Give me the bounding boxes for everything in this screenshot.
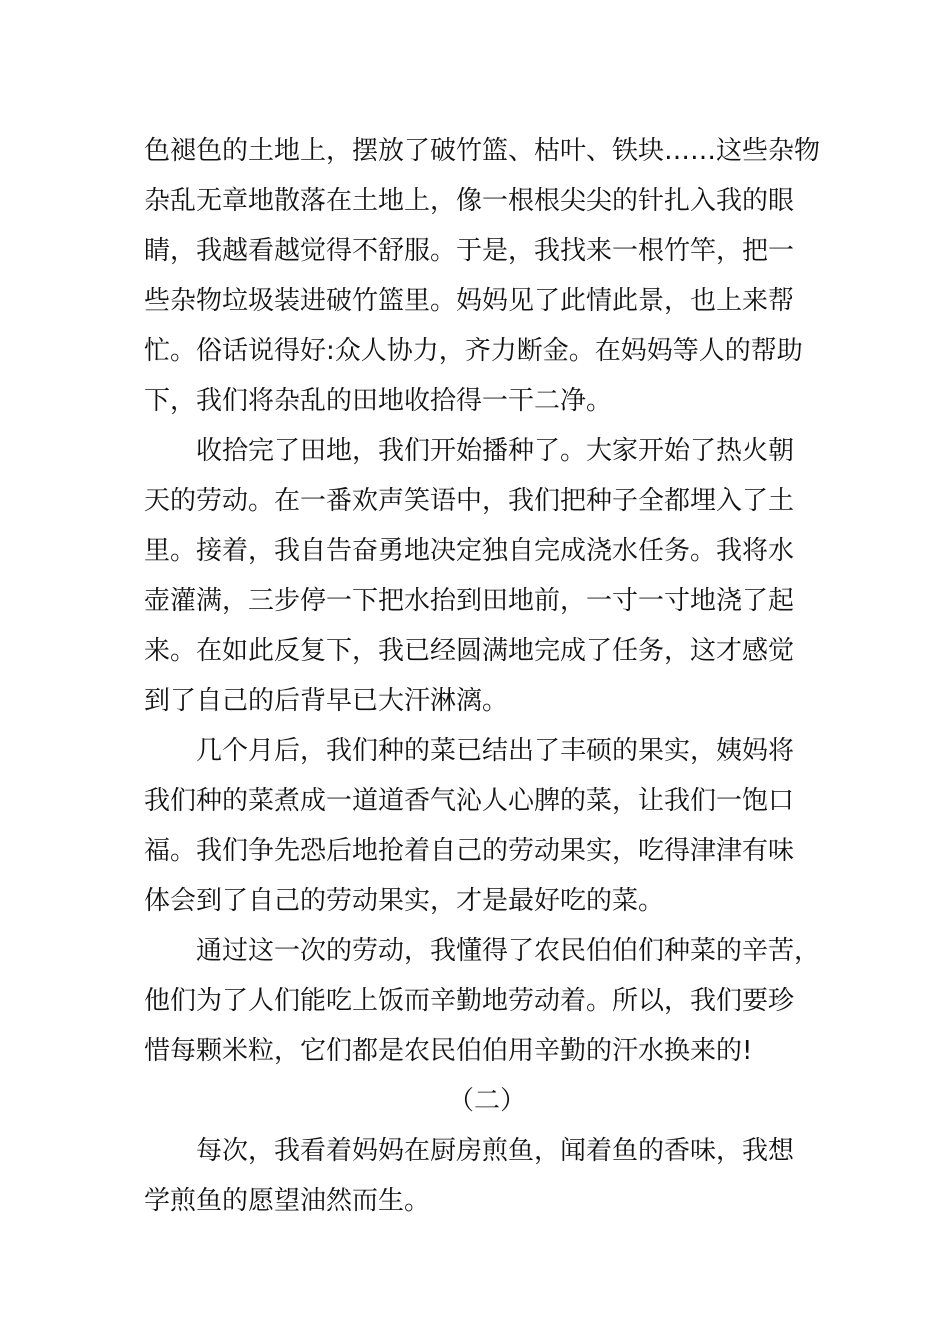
text-line-15: 福。我们争先恐后地抢着自己的劳动果实，吃得津津有味 <box>144 836 795 866</box>
text-line-7: 收拾完了田地，我们开始播种了。大家开始了热火朝 <box>196 436 795 466</box>
document-body <box>144 126 830 1226</box>
text-line-13: 几个月后，我们种的菜已结出了丰硕的果实，姨妈将 <box>196 736 795 766</box>
text-line-8: 天的劳动。在一番欢声笑语中，我们把种子全都埋入了土 <box>144 486 795 516</box>
text-line-19: 惜每颗米粒，它们都是农民伯伯用辛勤的汗水换来的! <box>144 1036 753 1066</box>
text-line-4: 些杂物垃圾装进破竹篮里。妈妈见了此情此景，也上来帮 <box>144 286 795 316</box>
text-line-16: 体会到了自己的劳动果实，才是最好吃的菜。 <box>144 886 665 916</box>
text-line-5: 忙。俗话说得好:众人协力，齐力断金。在妈妈等人的帮助 <box>144 336 803 366</box>
text-line-12: 到了自己的后背早已大汗淋漓。 <box>144 686 509 716</box>
text-line-9: 里。接着，我自告奋勇地决定独自完成浇水任务。我将水 <box>144 536 795 566</box>
text-line-18: 他们为了人们能吃上饭而辛勤地劳动着。所以，我们要珍 <box>144 986 795 1016</box>
text-line-10: 壶灌满，三步停一下把水抬到田地前，一寸一寸地浇了起 <box>144 586 795 616</box>
text-line-17: 通过这一次的劳动，我懂得了农民伯伯们种菜的辛苦， <box>196 936 821 966</box>
text-line-11: 来。在如此反复下，我已经圆满地完成了任务，这才感觉 <box>144 636 795 666</box>
text-line-2: 杂乱无章地散落在土地上，像一根根尖尖的针扎入我的眼 <box>144 186 795 216</box>
text-line-1: 色褪色的土地上，摆放了破竹篮、枯叶、铁块……这些杂物 <box>144 136 821 166</box>
text-line-6: 下，我们将杂乱的田地收拾得一干二净。 <box>144 386 613 416</box>
text-line-21: 学煎鱼的愿望油然而生。 <box>144 1186 431 1216</box>
section-heading: （二） <box>447 1086 526 1116</box>
text-line-3: 睛，我越看越觉得不舒服。于是，我找来一根竹竿，把一 <box>144 236 795 266</box>
text-line-20: 每次，我看着妈妈在厨房煎鱼，闻着鱼的香味，我想 <box>196 1136 795 1166</box>
text-line-14: 我们种的菜煮成一道道香气沁人心脾的菜，让我们一饱口 <box>144 786 795 816</box>
